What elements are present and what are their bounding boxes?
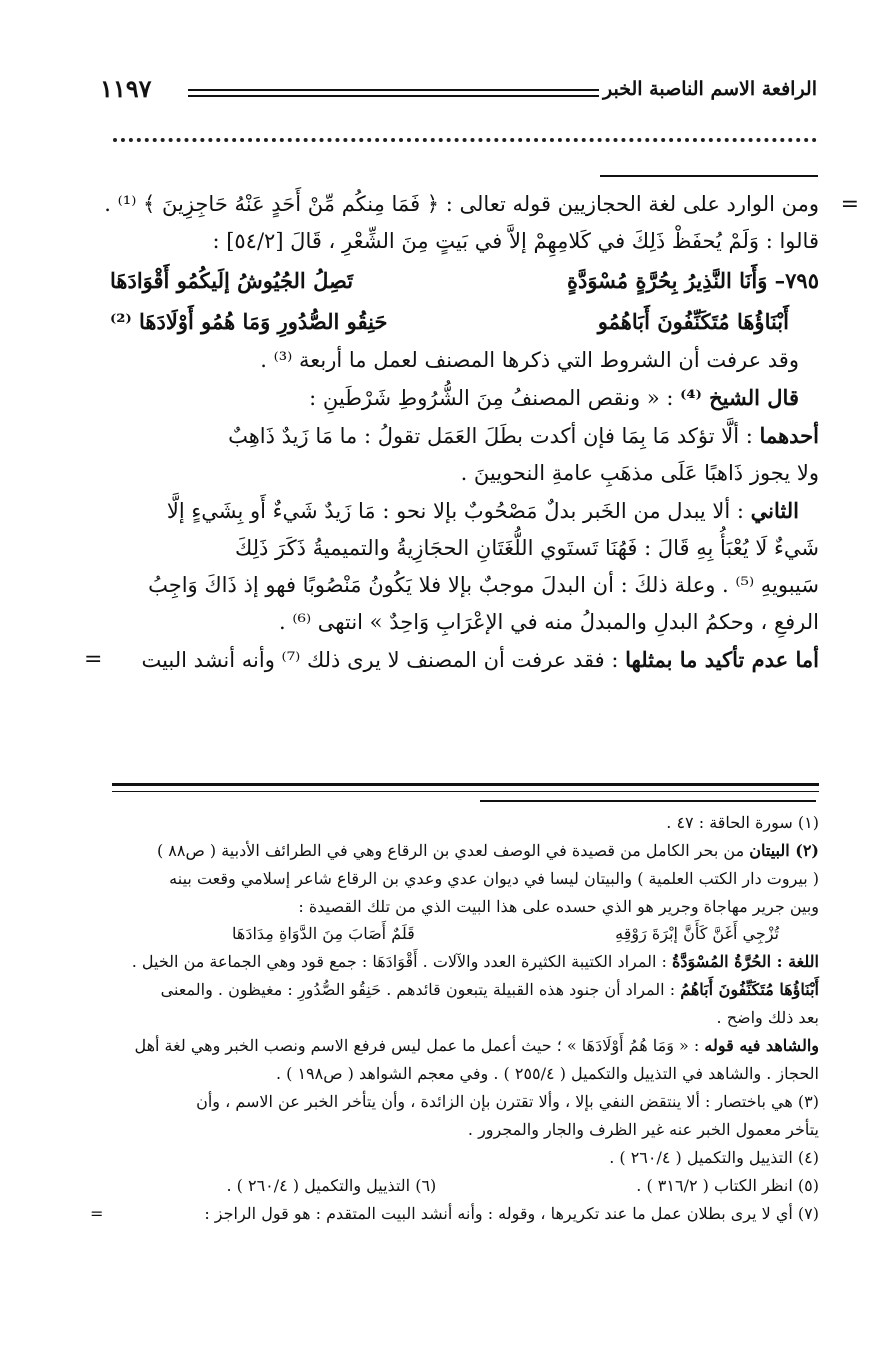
line-text: : ألَّا تؤكد مَا بِمَا فإن أكدت بطَلَ العَمَل تقولُ : ما مَا زَيدٌ ذَاهِبٌ	[228, 424, 760, 448]
footnote-3-line-2	[112, 1117, 819, 1142]
text-line-5	[110, 346, 819, 375]
footnote-6: (٦) التذييل والتكميل ( ٢٦٠/٤ ) .	[226, 1176, 437, 1195]
verse-hemistich-second: حَنِقُو الصُّدُورِ وَمَا هُمُو أَوْلَادَهَا ⁽²⁾	[110, 309, 388, 334]
footnotes	[90, 810, 819, 1229]
text-line-11	[110, 571, 819, 600]
line-text: شَيءٌ لَا يُعْبَأُ بِهِ قَالَ : فَهُنَا تَستَوي اللُّغَتَانِ الحجَازِيةُ والتميميةُ ذَكَرَ ذَلِكَ	[234, 536, 819, 560]
footnote-abna	[112, 977, 819, 1002]
footnote-text: (٣) هي باختصار : ألا ينتقض النفي بإلا ، وألا تقترن بإن الزائدة ، وأن يتأخر الخبر عن الاسم ، وأن	[196, 1092, 819, 1111]
text-line-7	[110, 421, 819, 451]
footnote-separator	[112, 783, 819, 792]
footnote-text: : المراد الكتيبة الكثيرة العدد والآلات . أَقْوَادَهَا : جمع قود وهي الجماعة من الخيل .	[131, 952, 672, 971]
page-header	[100, 74, 817, 110]
footnote-text: وبين جرير مهاجاة وجرير هو الذي حسده على هذا البيت الذي من تلك القصيدة :	[298, 897, 819, 916]
verse-hemistich-first: ٧٩٥– وَأَنَا النَّذِيرُ بِحُرَّةٍ مُسْوَدَّةٍ	[566, 268, 819, 293]
footnote-label: أَبْنَاؤُهَا مُتَكَنِّفُونَ أَبَاهُمُ	[680, 980, 819, 999]
continuation-mark: =	[90, 1204, 104, 1223]
footnote-1	[112, 810, 819, 835]
continuation-mark: =	[840, 192, 859, 217]
footnotes-5-6	[112, 1173, 819, 1198]
footnote-text: (١) سورة الحاقة : ٤٧ .	[666, 813, 819, 832]
footnote-text: (٧) أي لا يرى بطلان عمل ما عند تكريرها ، وقوله : وأنه أنشد البيت المتقدم : هو قول الراجز :	[204, 1204, 819, 1223]
line-text: : فقد عرفت أن المصنف لا يرى ذلك ⁽⁷⁾ وأنه أنشد البيت	[141, 648, 626, 672]
footnote-4	[112, 1145, 819, 1170]
line-text: سَيبويهِ ⁽⁵⁾ . وعلة ذلكَ : أن البدلَ موجبٌ بإلا فلا يَكُونُ مَنْصُوبًا فهو إذ ذَاكَ وَاجِبُ	[148, 573, 819, 597]
line-text: الرفعِ ، وحكمُ البدلِ والمبدلُ منه في الإعْرَابِ وَاحِدٌ » انتهى ⁽⁶⁾ .	[279, 610, 819, 634]
line-text: : « ونقص المصنفُ مِنَ الشُّرُوطِ شَرْطَينِ :	[309, 386, 681, 410]
footnote-2-line-3	[112, 894, 819, 919]
footnote-3	[112, 1089, 819, 1114]
text-line-6	[110, 383, 819, 413]
footnote-5: (٥) انظر الكتاب ( ٣١٦/٢ ) .	[636, 1176, 819, 1195]
speaker-label: قال الشيخ ⁽⁴⁾	[680, 385, 799, 410]
point-label: أحدهما	[759, 423, 819, 448]
footnote-text: يتأخر معمول الخبر عنه غير الظرف والجار والمجرور .	[467, 1120, 819, 1139]
footnote-rule	[480, 800, 816, 802]
verse-hemistich-first: تُزْجِي أَغَنَّ كَأَنَّ إبْرَةَ رَوْقِهِ	[615, 924, 779, 943]
continuation-mark: =	[84, 647, 103, 672]
page-number: ١١٩٧	[100, 74, 152, 103]
main-text	[84, 190, 859, 683]
text-line-12	[110, 608, 819, 637]
running-title: الرافعة الاسم الناصبة الخبر	[603, 78, 817, 100]
footnote-text: : المراد أن جنود هذه القبيلة يتبعون قائدهم . حَنِقُو الصُّدُورِ : مغيظون . والمعنى	[160, 980, 681, 999]
text-line-9	[110, 496, 819, 526]
text-line-8	[110, 459, 819, 488]
footnote-shahid-line-2	[112, 1061, 819, 1086]
text-line-2	[110, 227, 819, 256]
verse-hemistich-first: أَبْنَاؤُهَا مُتَكَنِّفُونَ أَبَاهُمُو	[597, 309, 789, 334]
line-text: ومن الوارد على لغة الحجازيين قوله تعالى : ﴿ فَمَا مِنكُم مِّنْ أَحَدٍ عَنْهُ حَاجِزِينَ ﴾ ⁽¹⁾ .	[104, 192, 819, 216]
verse-line-1	[110, 264, 819, 297]
footnote-label: والشاهد فيه قوله	[704, 1036, 819, 1055]
footnote-text: ( بيروت دار الكتب العلمية ) والبيتان ليسا في ديوان عدي وعدي بن الرقاع شاعر إسلامي وقعت بينه	[169, 869, 819, 888]
footnote-abna-line-2	[112, 1005, 819, 1030]
footnote-7	[90, 1201, 819, 1226]
footnote-text: من بحر الكامل من قصيدة في الوصف لعدي بن الرقاع وهي في الطرائف الأدبية ( ص٨٨ )	[156, 841, 750, 860]
footnote-2	[112, 838, 819, 863]
footnote-lugha	[112, 949, 819, 974]
dotted-separator	[113, 138, 817, 148]
line-text: : ألا يبدل من الخَبر بدلٌ مَصْحُوبٌ بإلا نحو : مَا زَيدٌ شَيءٌ أَو بِشَيءٍ إلَّا	[166, 499, 751, 523]
line-text: وقد عرفت أن الشروط التي ذكرها المصنف لعمل ما أربعة ⁽³⁾ .	[260, 348, 799, 372]
footnote-2-line-2	[112, 866, 819, 891]
text-line-1	[104, 190, 859, 219]
footnote-text: (٤) التذييل والتكميل ( ٢٦٠/٤ ) .	[609, 1148, 819, 1167]
text-line-10	[110, 534, 819, 563]
verse-hemistich-second: تَصِلُ الجُيُوشُ إلَيكُمُو أَقْوَادَهَا	[110, 268, 354, 293]
section-rule	[600, 175, 818, 177]
footnote-label: (٢) البيتان	[749, 841, 819, 860]
line-text: قالوا : وَلَمْ يُحفَظْ ذَلِكَ في كَلامِهِمْ إلاَّ في بَيتٍ مِنَ الشِّعْرِ ، قَالَ [٥٤/٢] :	[212, 229, 819, 253]
verse-line-2	[110, 305, 819, 338]
text-line-13	[84, 645, 819, 675]
footnote-shahid	[112, 1033, 819, 1058]
footnote-text: الحجاز . والشاهد في التذييل والتكميل ( ٢٥٥/٤ ) . وفي معجم الشواهد ( ص١٩٨ ) .	[275, 1064, 819, 1083]
line-text: ولا يجوز ذَاهبًا عَلَى مذهَبِ عامةِ النحويينَ .	[460, 461, 819, 485]
point-label: أما عدم تأكيد ما بمثلها	[625, 647, 819, 672]
header-rule	[188, 89, 599, 97]
footnote-verse	[112, 922, 819, 946]
verse-hemistich-second: قَلَمٌ أَصَابَ مِنَ الدَّوَاةِ مِدَادَهَا	[232, 924, 415, 943]
point-label: الثاني	[750, 498, 799, 523]
footnote-text: : « وَمَا هُمُ أَوْلَادَهَا » ؛ حيث أعمل ما عمل ليس فرفع الاسم ونصب الخبر وهي لغة أهل	[134, 1036, 705, 1055]
footnote-label: اللغة : الحُرَّةُ المُسْوَدَّةُ	[671, 952, 819, 971]
footnote-text: بعد ذلك واضح .	[716, 1008, 819, 1027]
